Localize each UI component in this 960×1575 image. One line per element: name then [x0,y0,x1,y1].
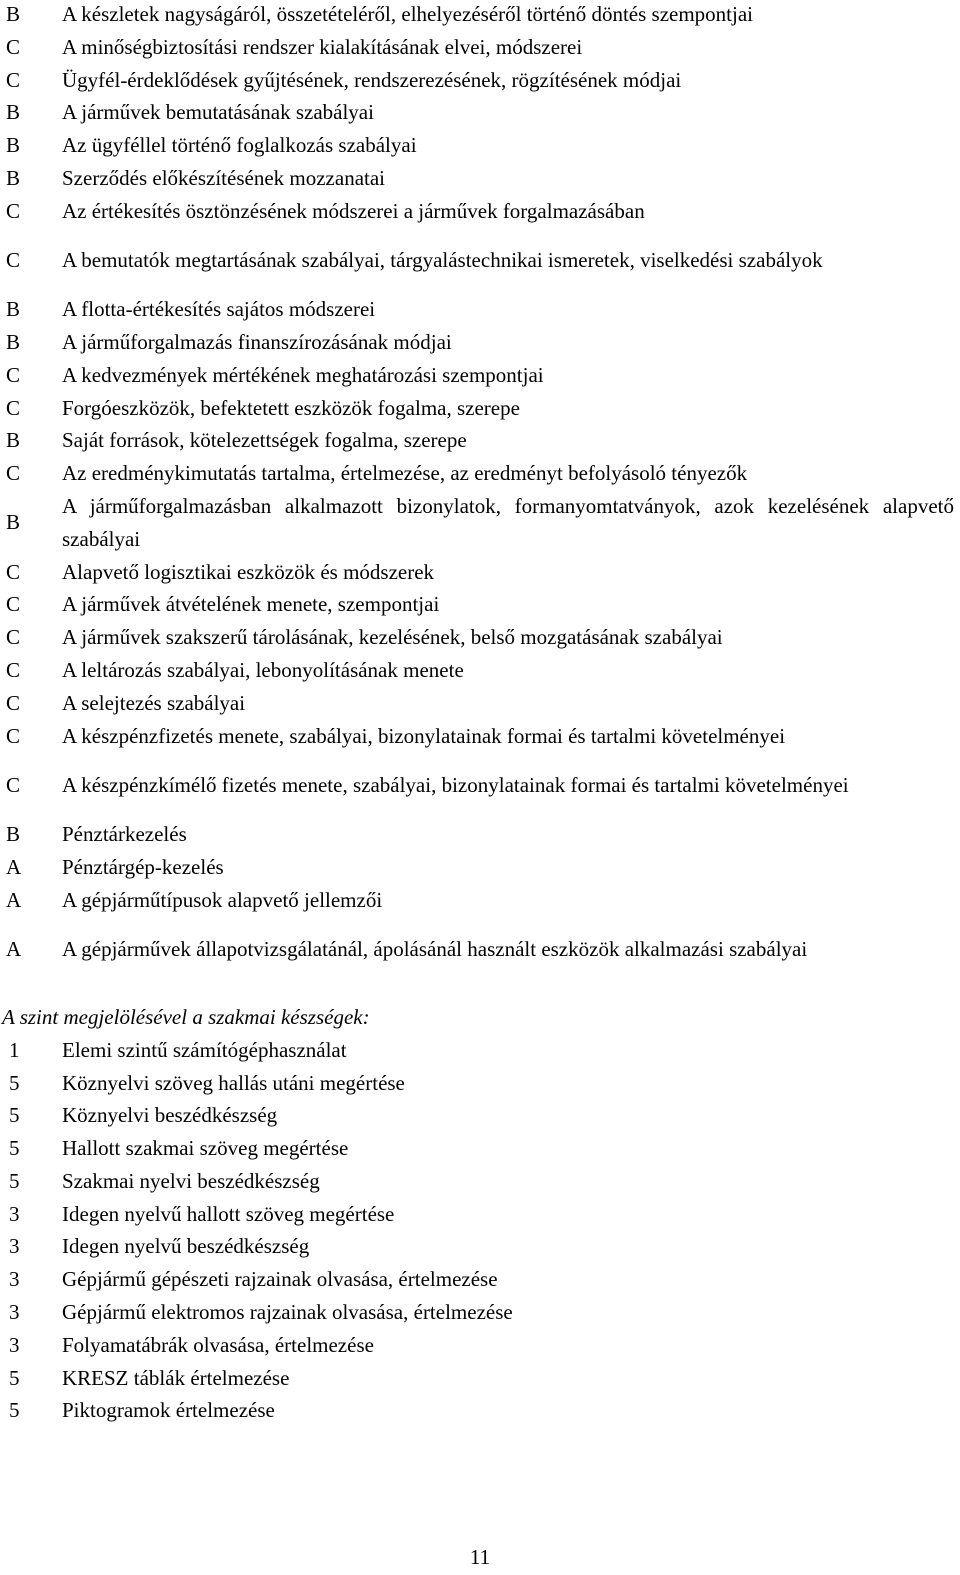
skill-row [0,1230,958,1263]
level-code: B [6,133,21,158]
level-code: B [6,329,21,354]
item-text: A bemutatók megtartásának szabályai, tárgyalástechnikai ismeretek, viselkedési szabályok [62,247,823,272]
item-text: Az eredménykimutatás tartalma, értelmezése, az eredményt befolyásoló tényezők [62,461,748,486]
skill-row [0,1132,958,1165]
level-code: C [6,625,21,650]
knowledge-row [0,720,958,753]
skill-row [0,1165,958,1198]
item-text: Köznyelvi szöveg hallás utáni megértése [62,1070,405,1095]
item-text: A járműforgalmazásban alkalmazott bizonylatok, formanyomtatványok, azok kezelésének alapvető szabályai [62,493,954,551]
skill-row [0,1099,958,1132]
level-code: B [6,2,21,26]
item-text: Idegen nyelvű beszédkészség [62,1234,310,1259]
skill-row [0,1329,958,1362]
level-code: C [6,362,21,387]
level-code: A [6,887,22,912]
knowledge-row [0,490,958,556]
knowledge-row [0,654,958,687]
item-text: A járművek átvételének menete, szempontjai [62,592,440,617]
item-text: Pénztárkezelés [62,821,187,846]
knowledge-row [0,162,958,195]
item-text: Folyamatábrák olvasása, értelmezése [62,1332,374,1357]
item-text: Szakmai nyelvi beszédkészség [62,1168,320,1193]
item-text: Forgóeszközök, befektetett eszközök fogalma, szerepe [62,395,520,420]
item-text: A gépjárműtípusok alapvető jellemzői [62,887,383,912]
skill-row [0,1296,958,1329]
level-code: 3 [9,1267,20,1292]
item-text: Elemi szintű számítógéphasználat [62,1037,347,1062]
item-text: A kedvezmények mértékének meghatározási szempontjai [62,362,544,387]
item-text: Szerződés előkészítésének mozzanatai [62,165,386,190]
item-text: Pénztárgép-kezelés [62,854,224,879]
knowledge-row [0,457,958,490]
skill-row [0,1394,958,1427]
level-code: C [6,772,21,797]
knowledge-row [0,556,958,589]
level-code: 5 [9,1365,20,1390]
level-code: 5 [9,1103,20,1128]
knowledge-row [0,392,958,425]
skills-list [0,1034,958,1428]
level-code: 3 [9,1201,20,1226]
item-text: A járművek bemutatásának szabályai [62,100,374,125]
knowledge-row [0,326,958,359]
level-code: B [6,428,21,453]
item-text: Az ügyféllel történő foglalkozás szabályai [62,133,417,158]
knowledge-row [0,752,958,818]
knowledge-row [0,884,958,917]
level-code: 1 [9,1037,20,1062]
item-text: A készpénzkímélő fizetés menete, szabályai, bizonylatainak formai és tartalmi követelményei [62,772,849,797]
level-code: B [6,297,21,322]
page-number: 11 [469,1545,491,1569]
knowledge-row [0,228,958,294]
item-text: A járművek szakszerű tárolásának, kezelésének, belső mozgatásának szabályai [62,625,723,650]
knowledge-row [0,195,958,228]
knowledge-row [0,129,958,162]
level-code: C [6,198,21,223]
level-code: B [6,165,21,190]
knowledge-row [0,687,958,720]
item-text: A gépjárművek állapotvizsgálatánál, ápolásánál használt eszközök alkalmazási szabályai [62,936,808,961]
level-code: 3 [9,1332,20,1357]
item-text: A flotta-értékesítés sajátos módszerei [62,297,376,322]
knowledge-row [0,621,958,654]
knowledge-row [0,588,958,621]
item-text: Saját források, kötelezettségek fogalma, szerepe [62,428,467,453]
knowledge-row [0,293,958,326]
item-text: Az értékesítés ösztönzésének módszerei a járművek forgalmazásában [62,198,645,223]
level-code: 5 [9,1168,20,1193]
skill-row [0,1034,958,1067]
level-code: A [6,854,22,879]
item-text: Gépjármű elektromos rajzainak olvasása, értelmezése [62,1300,513,1325]
knowledge-row [0,851,958,884]
skill-row [0,1067,958,1100]
item-text: A minőségbiztosítási rendszer kialakításának elvei, módszerei [62,34,583,59]
knowledge-row [0,96,958,129]
knowledge-row [0,359,958,392]
level-code: C [6,559,21,584]
level-code: B [6,100,21,125]
level-code: A [6,936,22,961]
knowledge-row [0,0,958,31]
skill-row [0,1263,958,1296]
item-text: Gépjármű gépészeti rajzainak olvasása, értelmezése [62,1267,498,1292]
level-code: C [6,461,21,486]
level-code: 5 [9,1136,20,1161]
item-text: A készpénzfizetés menete, szabályai, bizonylatainak formai és tartalmi követelményei [62,723,786,748]
item-text: A készletek nagyságáról, összetételéről, elhelyezéséről történő döntés szempontjai [62,2,754,26]
knowledge-row [0,424,958,457]
skills-heading: A szint megjelölésével a szakmai készségek: [2,1004,370,1029]
item-text: Piktogramok értelmezése [62,1398,275,1423]
level-code: B [6,510,21,535]
item-text: A leltározás szabályai, lebonyolításának menete [62,657,464,682]
item-text: A járműforgalmazás finanszírozásának módjai [62,329,452,354]
level-code: C [6,395,21,420]
item-text: Ügyfél-érdeklődések gyűjtésének, rendszerezésének, rögzítésének módjai [62,67,682,92]
level-code: C [6,723,21,748]
skill-row [0,1198,958,1231]
item-text: KRESZ táblák értelmezése [62,1365,290,1390]
knowledge-row [0,64,958,97]
knowledge-row [0,818,958,851]
skill-row [0,1362,958,1395]
item-text: Köznyelvi beszédkészség [62,1103,278,1128]
level-code: C [6,247,21,272]
level-code: C [6,592,21,617]
item-text: A selejtezés szabályai [62,690,246,715]
level-code: 5 [9,1398,20,1423]
item-text: Alapvető logisztikai eszközök és módszerek [62,559,435,584]
item-text: Hallott szakmai szöveg megértése [62,1136,349,1161]
level-code: C [6,657,21,682]
level-code: C [6,690,21,715]
level-code: 3 [9,1300,20,1325]
knowledge-row [0,31,958,64]
level-code: B [6,821,21,846]
level-code: 5 [9,1070,20,1095]
level-code: 3 [9,1234,20,1259]
level-code: C [6,34,21,59]
level-code: C [6,67,21,92]
knowledge-row [0,916,958,982]
item-text: Idegen nyelvű hallott szöveg megértése [62,1201,395,1226]
